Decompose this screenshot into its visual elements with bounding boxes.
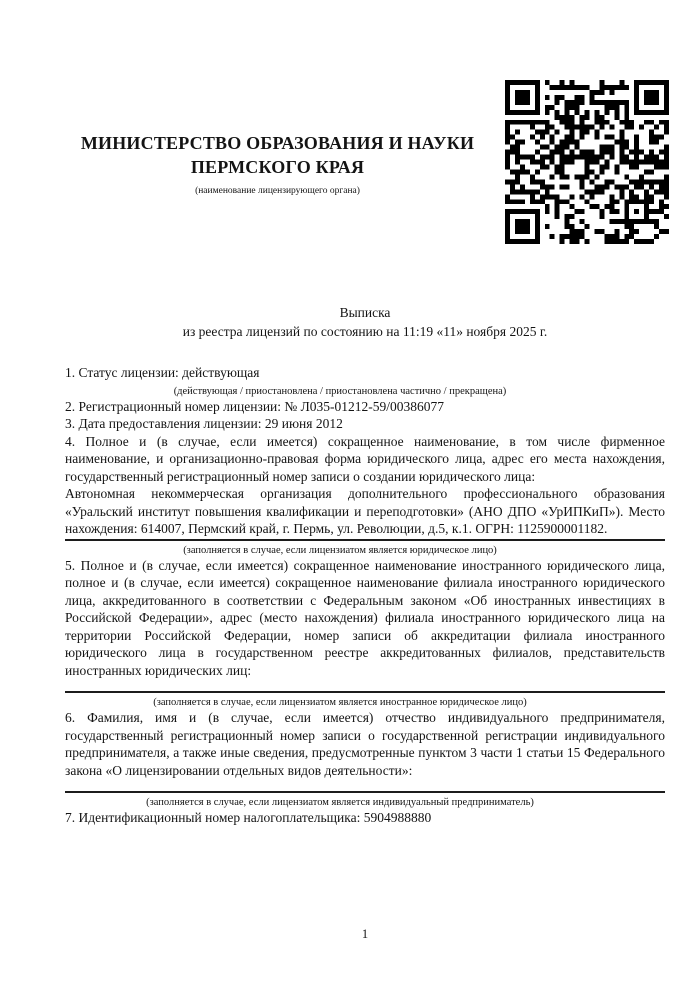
document-title-line1: Выписка	[339, 305, 391, 320]
item2-registration-number: 2. Регистрационный номер лицензии: № Л035-01212-59/00386077	[65, 398, 445, 414]
document-body	[65, 364, 665, 827]
item7-taxpayer-number: 7. Идентификационный номер налогоплательщика: 5904988880	[65, 810, 432, 825]
ministry-name-line1: МИНИСТЕРСТВО ОБРАЗОВАНИЯ И НАУКИ	[80, 133, 475, 153]
item4-caption: (заполняется в случае, если лицензиатом является юридическое лицо)	[183, 544, 497, 556]
licensing-authority-header	[65, 131, 490, 197]
item1-status: 1. Статус лицензии: действующая	[65, 365, 260, 380]
item6-caption: (заполняется в случае, если лицензиатом является индивидуальный предприниматель)	[146, 797, 534, 808]
qr-code	[505, 80, 669, 244]
item4-legal-entity-answer: Автономная некоммерческая организация дополнительного профессионального образования «Уральский институт повышения квалификации и переподготовки» (АНО ДПО «УрИПКиП»). Место нахождения: 614007, Пермский край, г. Пермь, ул. Революции, д.5, к.1. ОГРН: 1125900001182.	[65, 486, 665, 536]
licensing-authority-caption: (наименование лицензирующего органа)	[195, 186, 360, 196]
ministry-name-line2: ПЕРМСКОГО КРАЯ	[190, 157, 365, 177]
item4-legal-entity-question: 4. Полное и (в случае, если имеется) сокращенное наименование, в том числе фирменное наименование, и организационно-правовая форма юридического лица, адрес его места нахождения, государственный регистрационный номер записи о создании юридического лица:	[65, 433, 665, 484]
document-title-line2: из реестра лицензий по состоянию на 11:19 «11» ноября 2025 г.	[182, 324, 548, 339]
item6-entrepreneur-question: 6. Фамилия, имя и (в случае, если имеется) отчество индивидуального предпринимателя, государственный регистрационный номер записи о государственной регистрации индивидуального предпринимателя, а также иные сведения, предусмотренные пунктом 3 части 1 статьи 15 Федерального закона «О лицензировании отдельных видов деятельности»:	[65, 710, 665, 778]
item5-foreign-entity-question: 5. Полное и (в случае, если имеется) сокращенное наименование иностранного юридического лица, полное и (в случае, если имеется) сокращенное наименование филиала иностранного юридического лица, аккредитованного в соответствии с Федеральным законом «Об иностранных инвестициях в Российской Федерации», адрес (место нахождения) филиала иностранного юридического лица на территории Российской Федерации, номер записи об аккредитации филиала иностранного юридического лица в государственном реестре аккредитованных филиалов, представительств иностранных юридических лиц:	[65, 557, 665, 678]
item6-fill-line	[65, 791, 665, 793]
document-title	[65, 303, 665, 341]
item5-caption: (заполняется в случае, если лицензиатом является иностранное юридическое лицо)	[153, 697, 527, 708]
item1-caption: (действующая / приостановлена / приостановлена частично / прекращена)	[173, 385, 507, 397]
item5-fill-line	[65, 691, 665, 693]
item4-fill-line	[65, 539, 665, 541]
page-number: 1	[361, 927, 369, 941]
item3-license-date: 3. Дата предоставления лицензии: 29 июня 2012	[65, 416, 343, 431]
